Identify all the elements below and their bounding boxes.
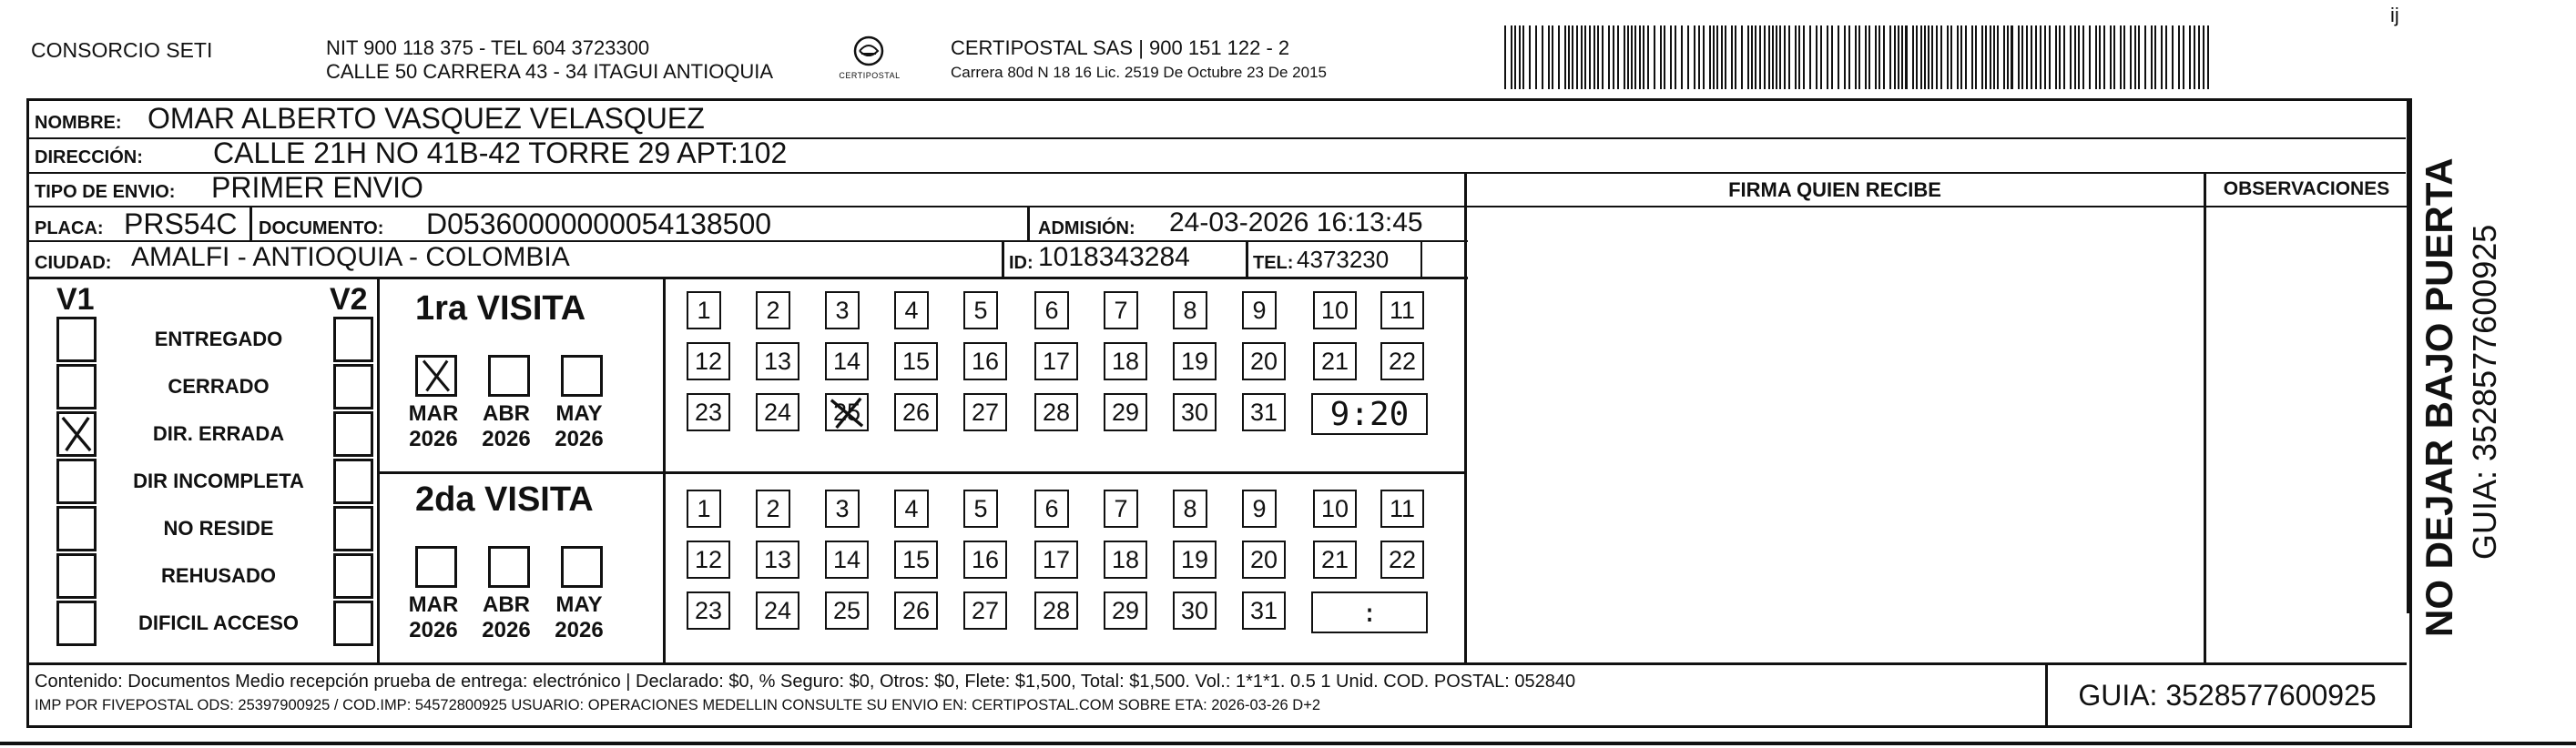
type-label: TIPO DE ENVIO: xyxy=(35,182,176,202)
first-day-4[interactable]: 4 xyxy=(894,291,929,329)
first-year-label: 2026 xyxy=(555,427,604,451)
first-day-1[interactable]: 1 xyxy=(687,291,721,329)
first-day-25[interactable]: 25 xyxy=(825,393,869,431)
footer-guia-divider xyxy=(2045,662,2048,726)
first-day-2[interactable]: 2 xyxy=(756,291,790,329)
first-day-9[interactable]: 9 xyxy=(1242,291,1277,329)
first-month-box-mar[interactable] xyxy=(415,355,457,397)
second-day-31[interactable]: 31 xyxy=(1242,591,1286,630)
second-year-label: 2026 xyxy=(555,618,604,642)
first-day-14[interactable]: 14 xyxy=(825,342,869,380)
address-value: CALLE 21H NO 41B-42 TORRE 29 APT:102 xyxy=(213,136,788,169)
first-day-17[interactable]: 17 xyxy=(1034,342,1078,380)
address-label: DIRECCIÓN: xyxy=(35,147,143,167)
first-year-label: 2026 xyxy=(482,427,531,451)
second-day-23[interactable]: 23 xyxy=(687,591,730,630)
signature-header: FIRMA QUIEN RECIBE xyxy=(1728,178,1941,201)
status-label: DIR INCOMPLETA xyxy=(133,470,304,492)
first-day-11[interactable]: 11 xyxy=(1380,291,1424,329)
second-day-27[interactable]: 27 xyxy=(963,591,1007,630)
second-year-label: 2026 xyxy=(482,618,531,642)
carrier-line: CERTIPOSTAL SAS | 900 151 122 - 2 xyxy=(951,36,1290,59)
v1-checkbox-2[interactable] xyxy=(56,411,97,457)
first-month-box-abr[interactable] xyxy=(488,355,530,397)
v2-checkbox-2[interactable] xyxy=(333,411,373,457)
first-day-5[interactable]: 5 xyxy=(963,291,998,329)
second-day-13[interactable]: 13 xyxy=(756,541,799,579)
certipostal-logo xyxy=(838,33,901,87)
first-day-20[interactable]: 20 xyxy=(1242,342,1286,380)
v2-checkbox-0[interactable] xyxy=(333,317,373,362)
second-day-26[interactable]: 26 xyxy=(894,591,938,630)
doc-label: DOCUMENTO: xyxy=(259,218,384,238)
v2-checkbox-3[interactable] xyxy=(333,459,373,504)
visits-divider xyxy=(379,471,1464,474)
second-day-16[interactable]: 16 xyxy=(963,541,1007,579)
name-value: OMAR ALBERTO VASQUEZ VELASQUEZ xyxy=(148,102,705,135)
admission-label: ADMISIÓN: xyxy=(1038,218,1135,238)
first-day-19[interactable]: 19 xyxy=(1173,342,1217,380)
second-day-4[interactable]: 4 xyxy=(894,490,929,528)
first-day-18[interactable]: 18 xyxy=(1104,342,1147,380)
row-line-city xyxy=(29,277,1468,279)
status-label: NO RESIDE xyxy=(163,517,274,540)
footer-guia: GUIA: 3528577600925 xyxy=(2078,679,2377,712)
second-day-10[interactable]: 10 xyxy=(1313,490,1357,528)
second-month-box-abr[interactable] xyxy=(488,546,530,588)
first-month-label: ABR xyxy=(483,401,530,426)
plate-value: PRS54C xyxy=(124,207,238,240)
second-day-14[interactable]: 14 xyxy=(825,541,869,579)
type-value: PRIMER ENVIO xyxy=(211,171,423,204)
no-dejar-warning: NO DEJAR BAJO PUERTA xyxy=(2418,157,2460,637)
side-guia: GUIA: 3528577600925 xyxy=(2466,224,2503,560)
second-day-30[interactable]: 30 xyxy=(1173,591,1217,630)
first-visit-title: 1ra VISITA xyxy=(415,289,586,328)
footer-line xyxy=(29,662,2407,665)
v1-header: V1 xyxy=(56,282,95,317)
second-month-label: MAR xyxy=(408,592,459,617)
first-day-30[interactable]: 30 xyxy=(1173,393,1217,431)
first-day-24[interactable]: 24 xyxy=(756,393,799,431)
v1-checkbox-1[interactable] xyxy=(56,364,97,409)
second-month-box-may[interactable] xyxy=(561,546,603,588)
second-day-5[interactable]: 5 xyxy=(963,490,998,528)
first-time-box[interactable]: 9:20 xyxy=(1311,393,1428,435)
observations-header: OBSERVACIONES xyxy=(2223,178,2390,199)
v2-checkbox-5[interactable] xyxy=(333,553,373,599)
status-label: REHUSADO xyxy=(161,564,276,587)
status-label: DIR. ERRADA xyxy=(152,422,285,445)
second-day-17[interactable]: 17 xyxy=(1034,541,1078,579)
second-day-18[interactable]: 18 xyxy=(1104,541,1147,579)
v2-checkbox-4[interactable] xyxy=(333,506,373,551)
signature-divider xyxy=(1464,172,1467,663)
second-visit-title: 2da VISITA xyxy=(415,480,594,519)
company-name: CONSORCIO SETI xyxy=(31,38,213,62)
first-day-15[interactable]: 15 xyxy=(894,342,938,380)
v2-checkbox-1[interactable] xyxy=(333,364,373,409)
second-day-9[interactable]: 9 xyxy=(1242,490,1277,528)
signature-area[interactable] xyxy=(1468,209,2202,662)
first-month-label: MAY xyxy=(555,401,603,426)
second-month-label: MAY xyxy=(555,592,603,617)
first-day-28[interactable]: 28 xyxy=(1034,393,1078,431)
first-day-13[interactable]: 13 xyxy=(756,342,799,380)
second-day-22[interactable]: 22 xyxy=(1380,541,1424,579)
second-day-15[interactable]: 15 xyxy=(894,541,938,579)
tel-value: 4373230 xyxy=(1297,246,1390,273)
first-day-21[interactable]: 21 xyxy=(1313,342,1357,380)
address-line: CALLE 50 CARRERA 43 - 34 ITAGUI ANTIOQUIA xyxy=(326,60,774,83)
columns-header-line xyxy=(1464,206,2407,207)
observations-divider xyxy=(2204,172,2206,663)
first-day-10[interactable]: 10 xyxy=(1313,291,1357,329)
second-day-11[interactable]: 11 xyxy=(1380,490,1424,528)
second-day-3[interactable]: 3 xyxy=(825,490,860,528)
status-label: ENTREGADO xyxy=(154,328,283,350)
id-value: 1018343284 xyxy=(1038,242,1190,272)
second-day-20[interactable]: 20 xyxy=(1242,541,1286,579)
admission-divider xyxy=(1027,207,1030,240)
second-day-6[interactable]: 6 xyxy=(1034,490,1069,528)
id-label: ID: xyxy=(1009,253,1033,273)
v1-checkbox-3[interactable] xyxy=(56,459,97,504)
second-day-29[interactable]: 29 xyxy=(1104,591,1147,630)
second-year-label: 2026 xyxy=(409,618,458,642)
side-divider xyxy=(2407,98,2409,613)
first-day-8[interactable]: 8 xyxy=(1173,291,1207,329)
first-day-29[interactable]: 29 xyxy=(1104,393,1147,431)
v1-checkbox-0[interactable] xyxy=(56,317,97,362)
nit-line: NIT 900 118 375 - TEL 604 3723300 xyxy=(326,36,650,59)
id-divider xyxy=(1002,242,1004,277)
second-day-12[interactable]: 12 xyxy=(687,541,730,579)
first-day-16[interactable]: 16 xyxy=(963,342,1007,380)
status-label: CERRADO xyxy=(168,375,270,398)
second-day-25[interactable]: 25 xyxy=(825,591,869,630)
admission-value: 24-03-2026 16:13:45 xyxy=(1169,207,1423,238)
content-line: Contenido: Documentos Medio recepción prueba de entrega: electrónico | Declarado: $0, % Seguro: $0, Otros: $0, Flete: $1,500, Total: $1,500. Vol.: 1*1*1. 0.5 1 Unid. COD. POSTAL: 052840 xyxy=(35,672,1576,692)
observations-area[interactable] xyxy=(2207,209,2404,662)
first-day-27[interactable]: 27 xyxy=(963,393,1007,431)
v2-header: V2 xyxy=(330,282,368,317)
plate-divider xyxy=(249,207,252,240)
v1-checkbox-5[interactable] xyxy=(56,553,97,599)
second-day-19[interactable]: 19 xyxy=(1173,541,1217,579)
doc-value: D05360000000054138500 xyxy=(426,207,772,240)
first-day-31[interactable]: 31 xyxy=(1242,393,1286,431)
first-day-22[interactable]: 22 xyxy=(1380,342,1424,380)
bottom-edge-line xyxy=(0,742,2576,745)
second-time-box[interactable]: : xyxy=(1311,591,1428,633)
license-line: Carrera 80d N 18 16 Lic. 2519 De Octubre 23 De 2015 xyxy=(951,64,1327,81)
v2-checkbox-6[interactable] xyxy=(333,601,373,646)
tel-right-border xyxy=(1420,242,1422,277)
first-day-12[interactable]: 12 xyxy=(687,342,730,380)
first-year-label: 2026 xyxy=(409,427,458,451)
logo-text: CERTIPOSTAL xyxy=(839,71,901,80)
first-day-26[interactable]: 26 xyxy=(894,393,938,431)
second-month-box-mar[interactable] xyxy=(415,546,457,588)
first-month-label: MAR xyxy=(408,401,459,426)
first-month-box-may[interactable] xyxy=(561,355,603,397)
second-day-7[interactable]: 7 xyxy=(1104,490,1138,528)
first-day-7[interactable]: 7 xyxy=(1104,291,1138,329)
name-label: NOMBRE: xyxy=(35,113,122,133)
first-day-3[interactable]: 3 xyxy=(825,291,860,329)
second-day-28[interactable]: 28 xyxy=(1034,591,1078,630)
second-day-1[interactable]: 1 xyxy=(687,490,721,528)
status-label: DIFICIL ACCESO xyxy=(137,612,299,634)
v1-checkbox-6[interactable] xyxy=(56,601,97,646)
second-day-21[interactable]: 21 xyxy=(1313,541,1357,579)
second-day-24[interactable]: 24 xyxy=(756,591,799,630)
second-month-label: ABR xyxy=(483,592,530,617)
plate-label: PLACA: xyxy=(35,218,104,238)
corner-mark: ĳ xyxy=(2390,4,2399,26)
first-day-6[interactable]: 6 xyxy=(1034,291,1069,329)
imp-line: IMP POR FIVEPOSTAL ODS: 25397900925 / COD.IMP: 54572800925 USUARIO: OPERACIONES MEDELLIN CONSULTE SU ENVIO EN: CERTIPOSTAL.COM SOBRE ETA: 2026-03-26 D+2 xyxy=(35,697,1321,713)
barcode xyxy=(1502,24,2213,91)
first-day-23[interactable]: 23 xyxy=(687,393,730,431)
city-label: CIUDAD: xyxy=(35,253,112,273)
tel-divider xyxy=(1246,242,1248,277)
tel-label: TEL: xyxy=(1253,253,1294,273)
city-value: AMALFI - ANTIOQUIA - COLOMBIA xyxy=(131,242,570,272)
v1-checkbox-4[interactable] xyxy=(56,506,97,551)
second-day-8[interactable]: 8 xyxy=(1173,490,1207,528)
second-day-2[interactable]: 2 xyxy=(756,490,790,528)
